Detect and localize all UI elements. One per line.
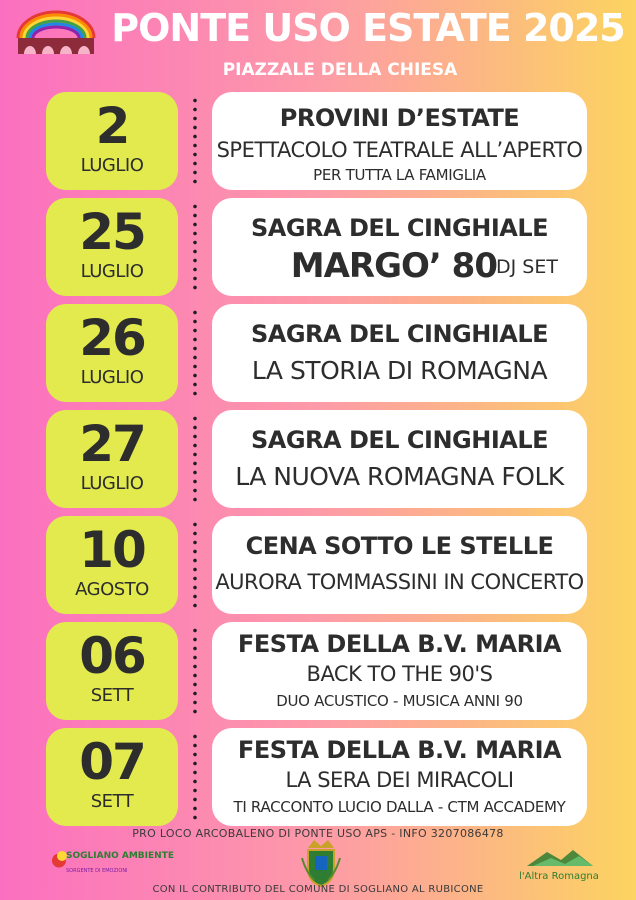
date-month: LUGLIO: [80, 261, 144, 282]
dotted-divider: [193, 520, 197, 610]
event-line-2: SPETTACOLO TEATRALE ALL’APERTO: [216, 138, 583, 162]
event-line-2: LA NUOVA ROMAGNA FOLK: [235, 462, 564, 491]
poster-title: PONTE USO ESTATE 2025: [111, 6, 625, 50]
date-box: [46, 516, 178, 614]
event-line-3: DUO ACUSTICO - MUSICA ANNI 90: [276, 692, 523, 710]
date-day: 10: [79, 521, 145, 579]
event-box: [212, 728, 587, 826]
dotted-divider: [193, 414, 197, 504]
event-row: [0, 92, 636, 190]
logo-sogliano-name: SOGLIANO AMBIENTE: [66, 851, 174, 861]
date-box: [46, 622, 178, 720]
sogliano-ambiente-logo: [48, 842, 174, 880]
date-box: [46, 304, 178, 402]
event-row: [0, 728, 636, 826]
date-day: 2: [95, 97, 129, 155]
event-row: [0, 304, 636, 402]
event-title: FESTA DELLA B.V. MARIA: [237, 736, 562, 764]
event-title: SAGRA DEL CINGHIALE: [250, 320, 549, 348]
event-line-3: DJ SET: [496, 256, 558, 278]
event-line-2: BACK TO THE 90'S: [306, 662, 493, 686]
date-box: [46, 728, 178, 826]
event-line-3: TI RACCONTO LUCIO DALLA - CTM ACCADEMY: [233, 798, 566, 816]
event-title: FESTA DELLA B.V. MARIA: [237, 630, 562, 658]
date-box: [46, 198, 178, 296]
event-row: [0, 198, 636, 296]
event-title: SAGRA DEL CINGHIALE: [250, 426, 549, 454]
event-line-2: MARGO’ 80: [290, 246, 497, 286]
poster-subtitle: PIAZZALE DELLA CHIESA: [222, 60, 458, 80]
event-line-2: LA SERA DEI MIRACOLI: [285, 768, 514, 792]
logo-altra-name: l'Altra Romagna: [519, 871, 599, 882]
date-box: [46, 410, 178, 508]
date-month: LUGLIO: [80, 473, 144, 494]
date-month: LUGLIO: [80, 155, 144, 176]
event-box: [212, 304, 587, 402]
event-title: SAGRA DEL CINGHIALE: [250, 214, 549, 242]
event-box: [212, 198, 587, 296]
event-title: PROVINI D’ESTATE: [279, 104, 520, 132]
date-month: SETT: [90, 791, 134, 812]
event-title: CENA SOTTO LE STELLE: [245, 532, 554, 560]
pro-loco-rainbow-bridge-logo: [14, 8, 98, 56]
event-line-3: PER TUTTA LA FAMIGLIA: [313, 166, 486, 184]
date-day: 07: [79, 733, 145, 791]
date-month: LUGLIO: [80, 367, 144, 388]
date-box: [46, 92, 178, 190]
date-day: 25: [79, 203, 145, 261]
event-box: [212, 622, 587, 720]
dotted-divider: [193, 96, 197, 186]
event-box: [212, 92, 587, 190]
municipal-crest-icon: [300, 838, 342, 888]
event-row: [0, 410, 636, 508]
altra-romagna-logo: [513, 846, 605, 884]
contribution-note: CON IL CONTRIBUTO DEL COMUNE DI SOGLIANO AL RUBICONE: [152, 884, 484, 895]
dotted-divider: [193, 308, 197, 398]
logo-sogliano-tagline: SORGENTE DI EMOZIONI: [66, 868, 128, 874]
dotted-divider: [193, 626, 197, 716]
dotted-divider: [193, 202, 197, 292]
organizer-info: PRO LOCO ARCOBALENO DI PONTE USO APS - INFO 3207086478: [132, 827, 504, 840]
date-month: AGOSTO: [75, 579, 149, 600]
date-month: SETT: [90, 685, 134, 706]
event-box: [212, 410, 587, 508]
date-day: 27: [79, 415, 145, 473]
event-line-2: LA STORIA DI ROMAGNA: [251, 356, 548, 385]
event-line-2: AURORA TOMMASSINI IN CONCERTO: [215, 570, 584, 594]
date-day: 26: [79, 309, 145, 367]
event-box: [212, 516, 587, 614]
date-day: 06: [79, 627, 145, 685]
dotted-divider: [193, 732, 197, 822]
event-row: [0, 622, 636, 720]
event-row: [0, 516, 636, 614]
